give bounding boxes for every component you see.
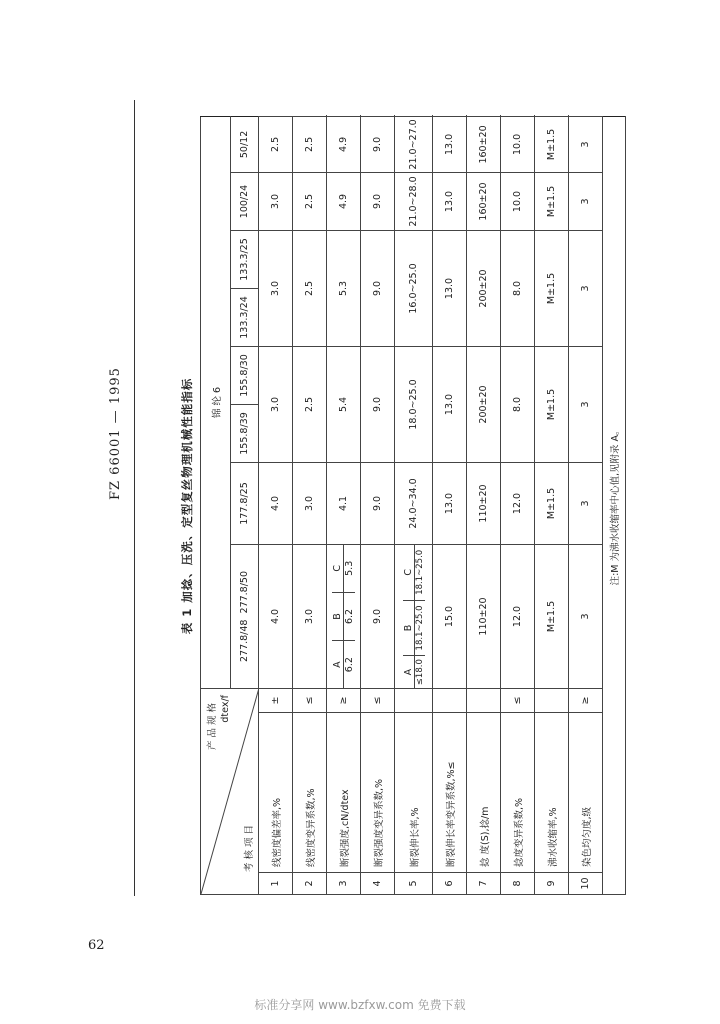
- cell-value: 2.5: [293, 346, 327, 462]
- cell-value: 9.0: [361, 172, 395, 230]
- note-row: [603, 116, 626, 894]
- watermark-text: 标准分享网 www.bzfxw.com 免费下载: [254, 998, 466, 1012]
- cell-value: 5.3: [327, 230, 361, 346]
- grade-value: 18.1~25.0: [414, 545, 425, 600]
- table-row: [433, 116, 467, 894]
- grade-value: 18.1~25.0: [414, 600, 425, 656]
- cell-value: 4.9: [327, 116, 361, 172]
- col-head: 177.8/25: [231, 462, 259, 544]
- row-item: 断裂伸长率,%: [395, 713, 433, 873]
- grade-subtable: [332, 545, 355, 688]
- row-number: 8: [501, 873, 535, 895]
- header-unit: dtex/f: [220, 694, 231, 723]
- grade-label: C: [403, 545, 415, 600]
- col-head: 100/24: [231, 172, 259, 230]
- row-symbol: [433, 688, 467, 712]
- grade-label: C: [332, 545, 344, 592]
- grade-value: ≤18.0: [414, 656, 425, 688]
- cell-value: M±1.5: [535, 230, 569, 346]
- cell-value: 3.0: [259, 172, 293, 230]
- grade-value: 6.2: [344, 592, 356, 641]
- col-head: 133.3/25: [231, 230, 259, 288]
- cell-value: M±1.5: [535, 346, 569, 462]
- cell-value: 4.1: [327, 462, 361, 544]
- table-row: [535, 116, 569, 894]
- cell-value: 21.0~28.0: [395, 172, 433, 230]
- cell-value: 3: [569, 544, 603, 688]
- cell-value: 10.0: [501, 116, 535, 172]
- cell-value: 3.0: [259, 230, 293, 346]
- row-number: 1: [259, 873, 293, 895]
- cell-value: 3.0: [293, 544, 327, 688]
- row-item: 线密度变异系数,%: [293, 713, 327, 873]
- table-title: 表 1 加捻、压洗、定型复丝物理机械性能指标: [180, 377, 194, 635]
- row-symbol: ±: [259, 688, 293, 712]
- cell-value: 4.0: [259, 544, 293, 688]
- row-item: 捻 度(S),捻/m: [467, 713, 501, 873]
- row-number: 3: [327, 873, 361, 895]
- rotated-table-block: [174, 117, 621, 895]
- table-row: [259, 116, 293, 894]
- row-item: 染色均匀度,级: [569, 713, 603, 873]
- cell-value: 2.5: [293, 230, 327, 346]
- header-spec: 产 品 规 格: [207, 702, 218, 751]
- table-row: [293, 116, 327, 894]
- cell-value: M±1.5: [535, 462, 569, 544]
- cell-value: 8.0: [501, 230, 535, 346]
- row-item: 断裂强度,cN/dtex: [327, 713, 361, 873]
- cell-value: 9.0: [361, 116, 395, 172]
- cell-value: 12.0: [501, 544, 535, 688]
- header-item: 考 核 项 目: [244, 824, 255, 872]
- header-diagonal-cell: [201, 688, 259, 894]
- row-symbol: ≤: [293, 688, 327, 712]
- row-item: 断裂强度变异系数,%: [361, 713, 395, 873]
- row-number: 4: [361, 873, 395, 895]
- row-item: 线密度偏差率,%: [259, 713, 293, 873]
- row-symbol: ≥: [327, 688, 361, 712]
- row-symbol: [467, 688, 501, 712]
- cell-value: 8.0: [501, 346, 535, 462]
- spec-table: [200, 116, 626, 895]
- cell-value: 21.0~27.0: [395, 116, 433, 172]
- page-number: 62: [88, 938, 105, 953]
- grade-subtable: [403, 545, 425, 688]
- row-symbol: [535, 688, 569, 712]
- cell-value: M±1.5: [535, 544, 569, 688]
- cell-value: 3: [569, 346, 603, 462]
- cell-value: 200±20: [467, 230, 501, 346]
- grade-label: B: [332, 592, 344, 641]
- grade-label: A: [332, 661, 343, 668]
- cell-value: 160±20: [467, 172, 501, 230]
- cell-value: 110±20: [467, 462, 501, 544]
- cell-value: 4.0: [259, 462, 293, 544]
- cell-value: 3: [569, 172, 603, 230]
- row-number: 5: [395, 873, 433, 895]
- cell-value: 12.0: [501, 462, 535, 544]
- cell-value: 13.0: [433, 230, 467, 346]
- col-head: 155.8/30: [231, 346, 259, 404]
- cell-value: 200±20: [467, 346, 501, 462]
- grade-value: 5.3: [344, 545, 356, 592]
- col-head: 277.8/48 277.8/50: [231, 544, 259, 688]
- cell-value: 18.0~25.0: [395, 346, 433, 462]
- cell-value: 10.0: [501, 172, 535, 230]
- cell-value: 9.0: [361, 230, 395, 346]
- cell-value: 110±20: [467, 544, 501, 688]
- col-head: 155.8/39: [231, 404, 259, 462]
- cell-value: 4.9: [327, 172, 361, 230]
- cell-value: 16.0~25.0: [395, 230, 433, 346]
- cell-value: 3: [569, 462, 603, 544]
- table-note: 注:M 为沸水收缩率中心值,见附录 A。: [603, 116, 626, 894]
- cell-value: 13.0: [433, 172, 467, 230]
- grade-value: 6.2: [344, 641, 356, 688]
- cell-value: 2.5: [293, 172, 327, 230]
- row-number: 6: [433, 873, 467, 895]
- col-head: 50/12: [231, 116, 259, 172]
- cell-value: 160±20: [467, 116, 501, 172]
- row-number: 9: [535, 873, 569, 895]
- cell-value: 15.0: [433, 544, 467, 688]
- cell-value: 3.0: [259, 346, 293, 462]
- standard-code: FZ 66001 — 1995: [108, 367, 123, 500]
- table-row: [395, 116, 433, 894]
- grade-label: A: [402, 668, 414, 676]
- table-row: [327, 116, 361, 894]
- cell-value: 5.4: [327, 346, 361, 462]
- cell-value: 9.0: [361, 346, 395, 462]
- table-row: [361, 116, 395, 894]
- header-group: 锦 纶 6: [201, 116, 231, 688]
- table-row: [467, 116, 501, 894]
- header-row-1: [201, 116, 231, 894]
- row-number: 7: [467, 873, 501, 895]
- cell-value: 24.0~34.0: [395, 462, 433, 544]
- cell-value: 2.5: [293, 116, 327, 172]
- grade-cell: [395, 544, 433, 688]
- cell-value: 3.0: [293, 462, 327, 544]
- row-item: 沸水收缩率,%: [535, 713, 569, 873]
- col-head: 133.3/24: [231, 288, 259, 346]
- cell-value: 13.0: [433, 346, 467, 462]
- cell-value: 9.0: [361, 462, 395, 544]
- cell-value: 13.0: [433, 116, 467, 172]
- row-item: 断裂伸长率变异系数,%≤: [433, 713, 467, 873]
- cell-value: 13.0: [433, 462, 467, 544]
- grade-cell: [327, 544, 361, 688]
- header-rule: [134, 100, 135, 896]
- row-symbol: ≤: [501, 688, 535, 712]
- grade-label: B: [403, 600, 415, 656]
- row-item: 捻度变异系数,%: [501, 713, 535, 873]
- cell-value: 9.0: [361, 544, 395, 688]
- row-number: 10: [569, 873, 603, 895]
- cell-value: 2.5: [259, 116, 293, 172]
- row-number: 2: [293, 873, 327, 895]
- row-symbol: ≤: [361, 688, 395, 712]
- cell-value: 3: [569, 230, 603, 346]
- row-symbol: ≥: [569, 688, 603, 712]
- table-row: [501, 116, 535, 894]
- cell-value: M±1.5: [535, 172, 569, 230]
- row-symbol: [395, 688, 433, 712]
- table-row: [569, 116, 603, 894]
- cell-value: M±1.5: [535, 116, 569, 172]
- cell-value: 3: [569, 116, 603, 172]
